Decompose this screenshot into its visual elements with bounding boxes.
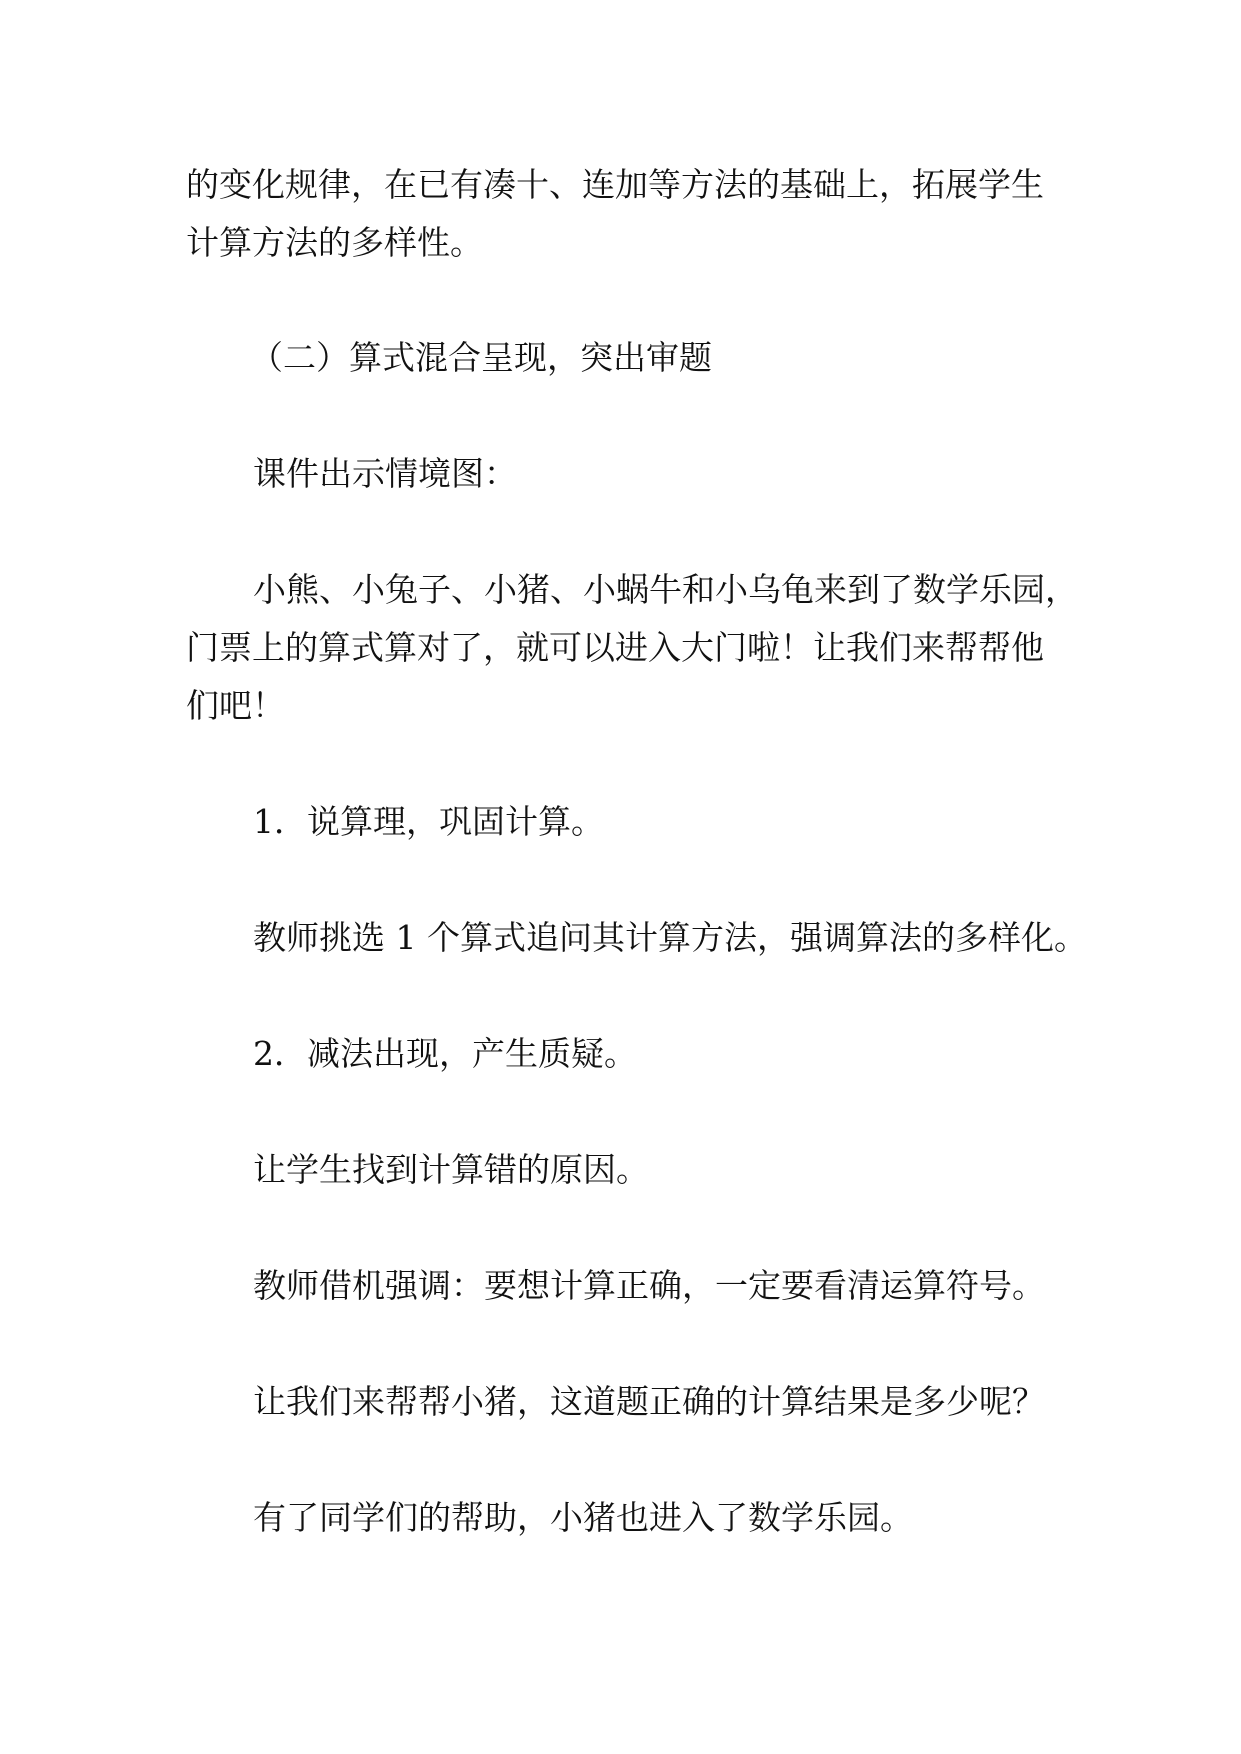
text-line: 的变化规律，在已有凑十、连加等方法的基础上，拓展学生 bbox=[186, 165, 1044, 204]
text-line: 们吧！ bbox=[186, 686, 285, 725]
text-line: 门票上的算式算对了，就可以进入大门啦！让我们来帮帮他 bbox=[186, 628, 1044, 667]
heading-text: （二）算式混合呈现，突出审题 bbox=[250, 338, 712, 377]
text-line: 1．说算理，巩固计算。 bbox=[253, 802, 604, 841]
text-line: 教师挑选 1 个算式追问其计算方法，强调算法的多样化。 bbox=[253, 918, 1087, 957]
text-line: 教师借机强调：要想计算正确，一定要看清运算符号。 bbox=[253, 1266, 1045, 1305]
text-line: 小熊、小兔子、小猪、小蜗牛和小乌龟来到了数学乐园， bbox=[253, 570, 1078, 609]
text-line: 2．减法出现，产生质疑。 bbox=[253, 1034, 637, 1073]
text-line: 计算方法的多样性。 bbox=[186, 223, 483, 262]
text-line: 让我们来帮帮小猪，这道题正确的计算结果是多少呢？ bbox=[253, 1382, 1045, 1421]
text-line: 有了同学们的帮助，小猪也进入了数学乐园。 bbox=[253, 1498, 913, 1537]
text-line: 让学生找到计算错的原因。 bbox=[253, 1150, 649, 1189]
text-line: 课件出示情境图： bbox=[253, 454, 517, 493]
